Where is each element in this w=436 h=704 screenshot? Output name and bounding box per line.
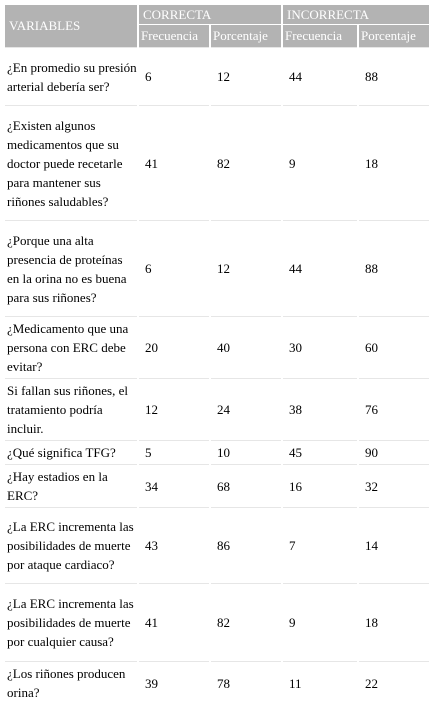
header-incorrecta: INCORRECTA (283, 5, 429, 25)
results-table (3, 5, 431, 704)
incorrecta-frecuencia-cell: 45 (283, 440, 357, 464)
incorrecta-porcentaje-cell: 88 (359, 220, 429, 316)
correcta-porcentaje-cell: 24 (211, 378, 281, 440)
incorrecta-porcentaje-cell: 60 (359, 316, 429, 378)
incorrecta-frecuencia-cell: 30 (283, 316, 357, 378)
correcta-frecuencia-cell: 20 (139, 316, 209, 378)
header-correcta-frecuencia: Frecuencia (139, 25, 209, 47)
incorrecta-frecuencia-cell: 44 (283, 47, 357, 105)
question-cell: Si fallan sus riñones, el tratamiento podría incluir. (5, 378, 137, 440)
incorrecta-porcentaje-cell: 18 (359, 583, 429, 661)
table-row (5, 507, 429, 583)
incorrecta-frecuencia-cell: 44 (283, 220, 357, 316)
question-cell: ¿En promedio su presión arterial debería ser? (5, 47, 137, 105)
correcta-frecuencia-cell: 6 (139, 47, 209, 105)
table-row (5, 220, 429, 316)
correcta-frecuencia-cell: 41 (139, 105, 209, 220)
table-row (5, 316, 429, 378)
table-row (5, 661, 429, 704)
correcta-porcentaje-cell: 82 (211, 105, 281, 220)
table-header (5, 5, 429, 47)
question-cell: ¿Los riñones producen orina? (5, 661, 137, 704)
question-cell: ¿La ERC incrementa las posibilidades de muerte por ataque cardiaco? (5, 507, 137, 583)
correcta-frecuencia-cell: 12 (139, 378, 209, 440)
correcta-porcentaje-cell: 10 (211, 440, 281, 464)
question-cell: ¿Existen algunos medicamentos que su doctor puede recetarle para mantener sus riñones saludables? (5, 105, 137, 220)
incorrecta-porcentaje-cell: 76 (359, 378, 429, 440)
incorrecta-porcentaje-cell: 90 (359, 440, 429, 464)
table-row (5, 583, 429, 661)
correcta-frecuencia-cell: 6 (139, 220, 209, 316)
header-correcta: CORRECTA (139, 5, 281, 25)
correcta-frecuencia-cell: 43 (139, 507, 209, 583)
correcta-porcentaje-cell: 40 (211, 316, 281, 378)
question-cell: ¿Medicamento que una persona con ERC debe evitar? (5, 316, 137, 378)
incorrecta-porcentaje-cell: 32 (359, 464, 429, 507)
question-cell: ¿La ERC incrementa las posibilidades de muerte por cualquier causa? (5, 583, 137, 661)
incorrecta-porcentaje-cell: 14 (359, 507, 429, 583)
header-variables: VARIABLES (5, 5, 137, 47)
header-correcta-porcentaje: Porcentaje (211, 25, 281, 47)
header-incorrecta-porcentaje: Porcentaje (359, 25, 429, 47)
incorrecta-frecuencia-cell: 9 (283, 105, 357, 220)
incorrecta-porcentaje-cell: 22 (359, 661, 429, 704)
incorrecta-porcentaje-cell: 88 (359, 47, 429, 105)
incorrecta-frecuencia-cell: 38 (283, 378, 357, 440)
header-row-groups (5, 5, 429, 25)
correcta-porcentaje-cell: 82 (211, 583, 281, 661)
correcta-porcentaje-cell: 12 (211, 220, 281, 316)
table-row (5, 378, 429, 440)
correcta-frecuencia-cell: 34 (139, 464, 209, 507)
question-cell: ¿Porque una alta presencia de proteínas en la orina no es buena para sus riñones? (5, 220, 137, 316)
correcta-porcentaje-cell: 68 (211, 464, 281, 507)
header-incorrecta-frecuencia: Frecuencia (283, 25, 357, 47)
incorrecta-frecuencia-cell: 11 (283, 661, 357, 704)
table-body (5, 47, 429, 704)
question-cell: ¿Qué significa TFG? (5, 440, 137, 464)
incorrecta-frecuencia-cell: 7 (283, 507, 357, 583)
correcta-frecuencia-cell: 41 (139, 583, 209, 661)
incorrecta-frecuencia-cell: 16 (283, 464, 357, 507)
table-row (5, 464, 429, 507)
table-row (5, 47, 429, 105)
table-row (5, 440, 429, 464)
incorrecta-porcentaje-cell: 18 (359, 105, 429, 220)
correcta-porcentaje-cell: 12 (211, 47, 281, 105)
correcta-frecuencia-cell: 5 (139, 440, 209, 464)
table-row (5, 105, 429, 220)
results-table-container (5, 5, 429, 704)
question-cell: ¿Hay estadios en la ERC? (5, 464, 137, 507)
incorrecta-frecuencia-cell: 9 (283, 583, 357, 661)
correcta-frecuencia-cell: 39 (139, 661, 209, 704)
correcta-porcentaje-cell: 78 (211, 661, 281, 704)
correcta-porcentaje-cell: 86 (211, 507, 281, 583)
